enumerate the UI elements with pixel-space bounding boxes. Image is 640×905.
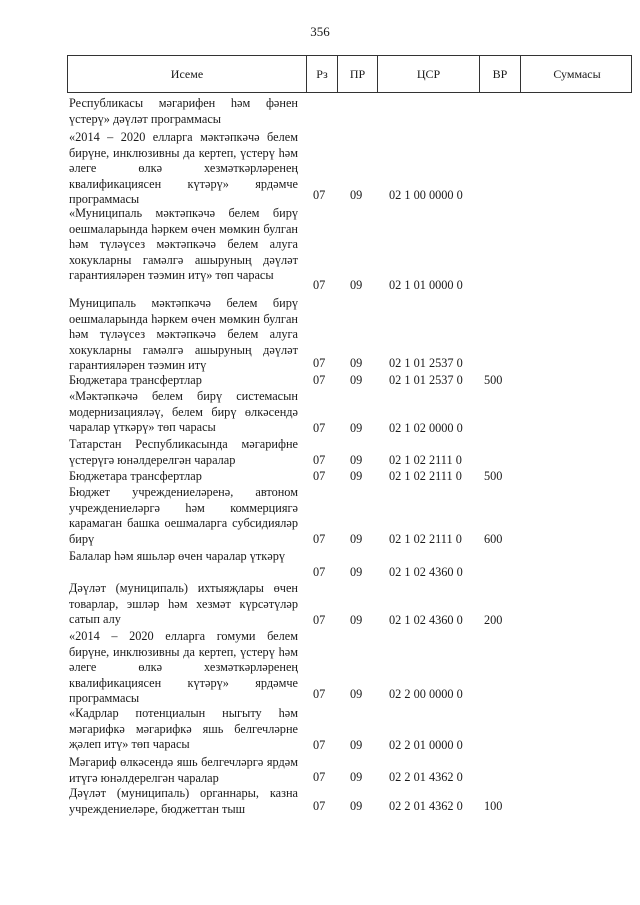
row-name: Дәүләт (муниципаль) органнары, казна учреждениеләре, бюджеттан тыш [69,786,298,816]
row-vr: 200 [484,613,503,627]
header-name: Исеме [170,67,204,81]
row-name: «Муниципаль мәктәпкәчә белем бирү оешмаларында һәркем өчен мөмкин булган һәм түләүсез мәктәпкәчә белем алуга хокукларны гамәлгә ашыруның дәүләт гарантияләрен тәэмин итү» төп чарасы [69,206,298,283]
row-rz: 07 [313,421,326,435]
row-csr: 02 1 01 0000 0 [389,278,463,292]
row-rz: 07 [313,532,326,546]
row-csr: 02 2 01 4362 0 [389,799,463,813]
row-rz: 07 [313,613,326,627]
row-rz: 07 [313,687,326,701]
row-name: «2014 – 2020 елларга гомуми белем бирүне, инклюзивны да кертеп, үстерү һәм әлеге өлкә хезмәткәрләренең квалификациясен күтәрү» ярдәмче программасы [69,629,298,706]
row-csr: 02 1 00 0000 0 [389,188,463,202]
row-csr: 02 1 02 4360 0 [389,613,463,627]
row-name: Мәгариф өлкәсендә яшь белгечләргә ярдәм итүгә юнәлдерелгән чаралар [69,755,298,785]
row-pr: 09 [350,738,363,752]
row-pr: 09 [350,453,363,467]
row-pr: 09 [350,356,363,370]
row-pr: 09 [350,687,363,701]
row-csr: 02 1 01 2537 0 [389,356,463,370]
row-pr: 09 [350,613,363,627]
row-vr: 500 [484,469,503,483]
row-csr: 02 1 02 2111 0 [389,453,462,467]
row-name: Бюджет учреждениеләренә, автоном учреждениеләргә һәм коммерциягә карамаган башка оешмаларга субсидияләр бирү [69,485,298,546]
row-csr: 02 2 00 0000 0 [389,687,463,701]
row-pr: 09 [350,469,363,483]
row-rz: 07 [313,770,326,784]
row-vr: 100 [484,799,503,813]
header-pr: ПР [337,56,377,92]
table-header [67,55,632,93]
header-vr: ВР [479,56,520,92]
row-rz: 07 [313,565,326,579]
row-name: Бюджетара трансфертлар [69,373,202,387]
row-name: «Мәктәпкәчә белем бирү системасын модернизацияләү, белем бирү өлкәсендә чаралар үткәрү» төп чарасы [69,389,298,435]
page-number: 356 [310,24,330,39]
row-csr: 02 1 01 2537 0 [389,373,463,387]
row-csr: 02 1 02 4360 0 [389,565,463,579]
row-csr: 02 2 01 0000 0 [389,738,463,752]
row-name: Муниципаль мәктәпкәчә белем бирү оешмаларында һәркем өчен мөмкин булган һәм түләүсез мәктәпкәчә белем алуга хокукларны гамәлгә ашыруның дәүләт гарантияләрен тәэмин итү [69,296,298,373]
row-rz: 07 [313,373,326,387]
row-csr: 02 2 01 4362 0 [389,770,463,784]
row-rz: 07 [313,278,326,292]
row-name: «Кадрлар потенциалын ныгыту һәм мәгарифкә мәгарифкә яшь белгечләрне җәлеп итү» төп чарасы [69,706,298,752]
row-rz: 07 [313,453,326,467]
row-pr: 09 [350,278,363,292]
row-pr: 09 [350,565,363,579]
row-name: Дәүләт (муниципаль) ихтыяҗлары өчен товарлар, эшләр һәм хезмәт күрсәтүләр сатып алу [69,581,298,627]
row-rz: 07 [313,738,326,752]
row-pr: 09 [350,532,363,546]
row-name: Балалар һәм яшьләр өчен чаралар үткәрү [69,549,286,563]
row-csr: 02 1 02 2111 0 [389,469,462,483]
row-name: Бюджетара трансфертлар [69,469,202,483]
row-csr: 02 1 02 0000 0 [389,421,463,435]
row-csr: 02 1 02 2111 0 [389,532,462,546]
row-pr: 09 [350,799,363,813]
row-pr: 09 [350,770,363,784]
row-rz: 07 [313,469,326,483]
header-sum: Суммасы [520,56,633,92]
row-rz: 07 [313,799,326,813]
row-rz: 07 [313,356,326,370]
row-rz: 07 [313,188,326,202]
header-rz: Рз [306,56,337,92]
row-name: Республикасы мәгарифен һәм фәнен үстерү» дәүләт программасы [69,96,298,126]
row-pr: 09 [350,373,363,387]
row-pr: 09 [350,188,363,202]
row-vr: 600 [484,532,503,546]
header-csr: ЦСР [377,56,479,92]
row-pr: 09 [350,421,363,435]
row-vr: 500 [484,373,503,387]
row-name: «2014 – 2020 елларга мәктәпкәчә белем бирүне, инклюзивны да кертеп, үстерү һәм әлеге өлкә хезмәткәрләренең квалификациясен күтәрү» ярдәмче программасы [69,130,298,207]
row-name: Татарстан Республикасында мәгарифне үстерүгә юнәлдерелгән чаралар [69,437,298,467]
